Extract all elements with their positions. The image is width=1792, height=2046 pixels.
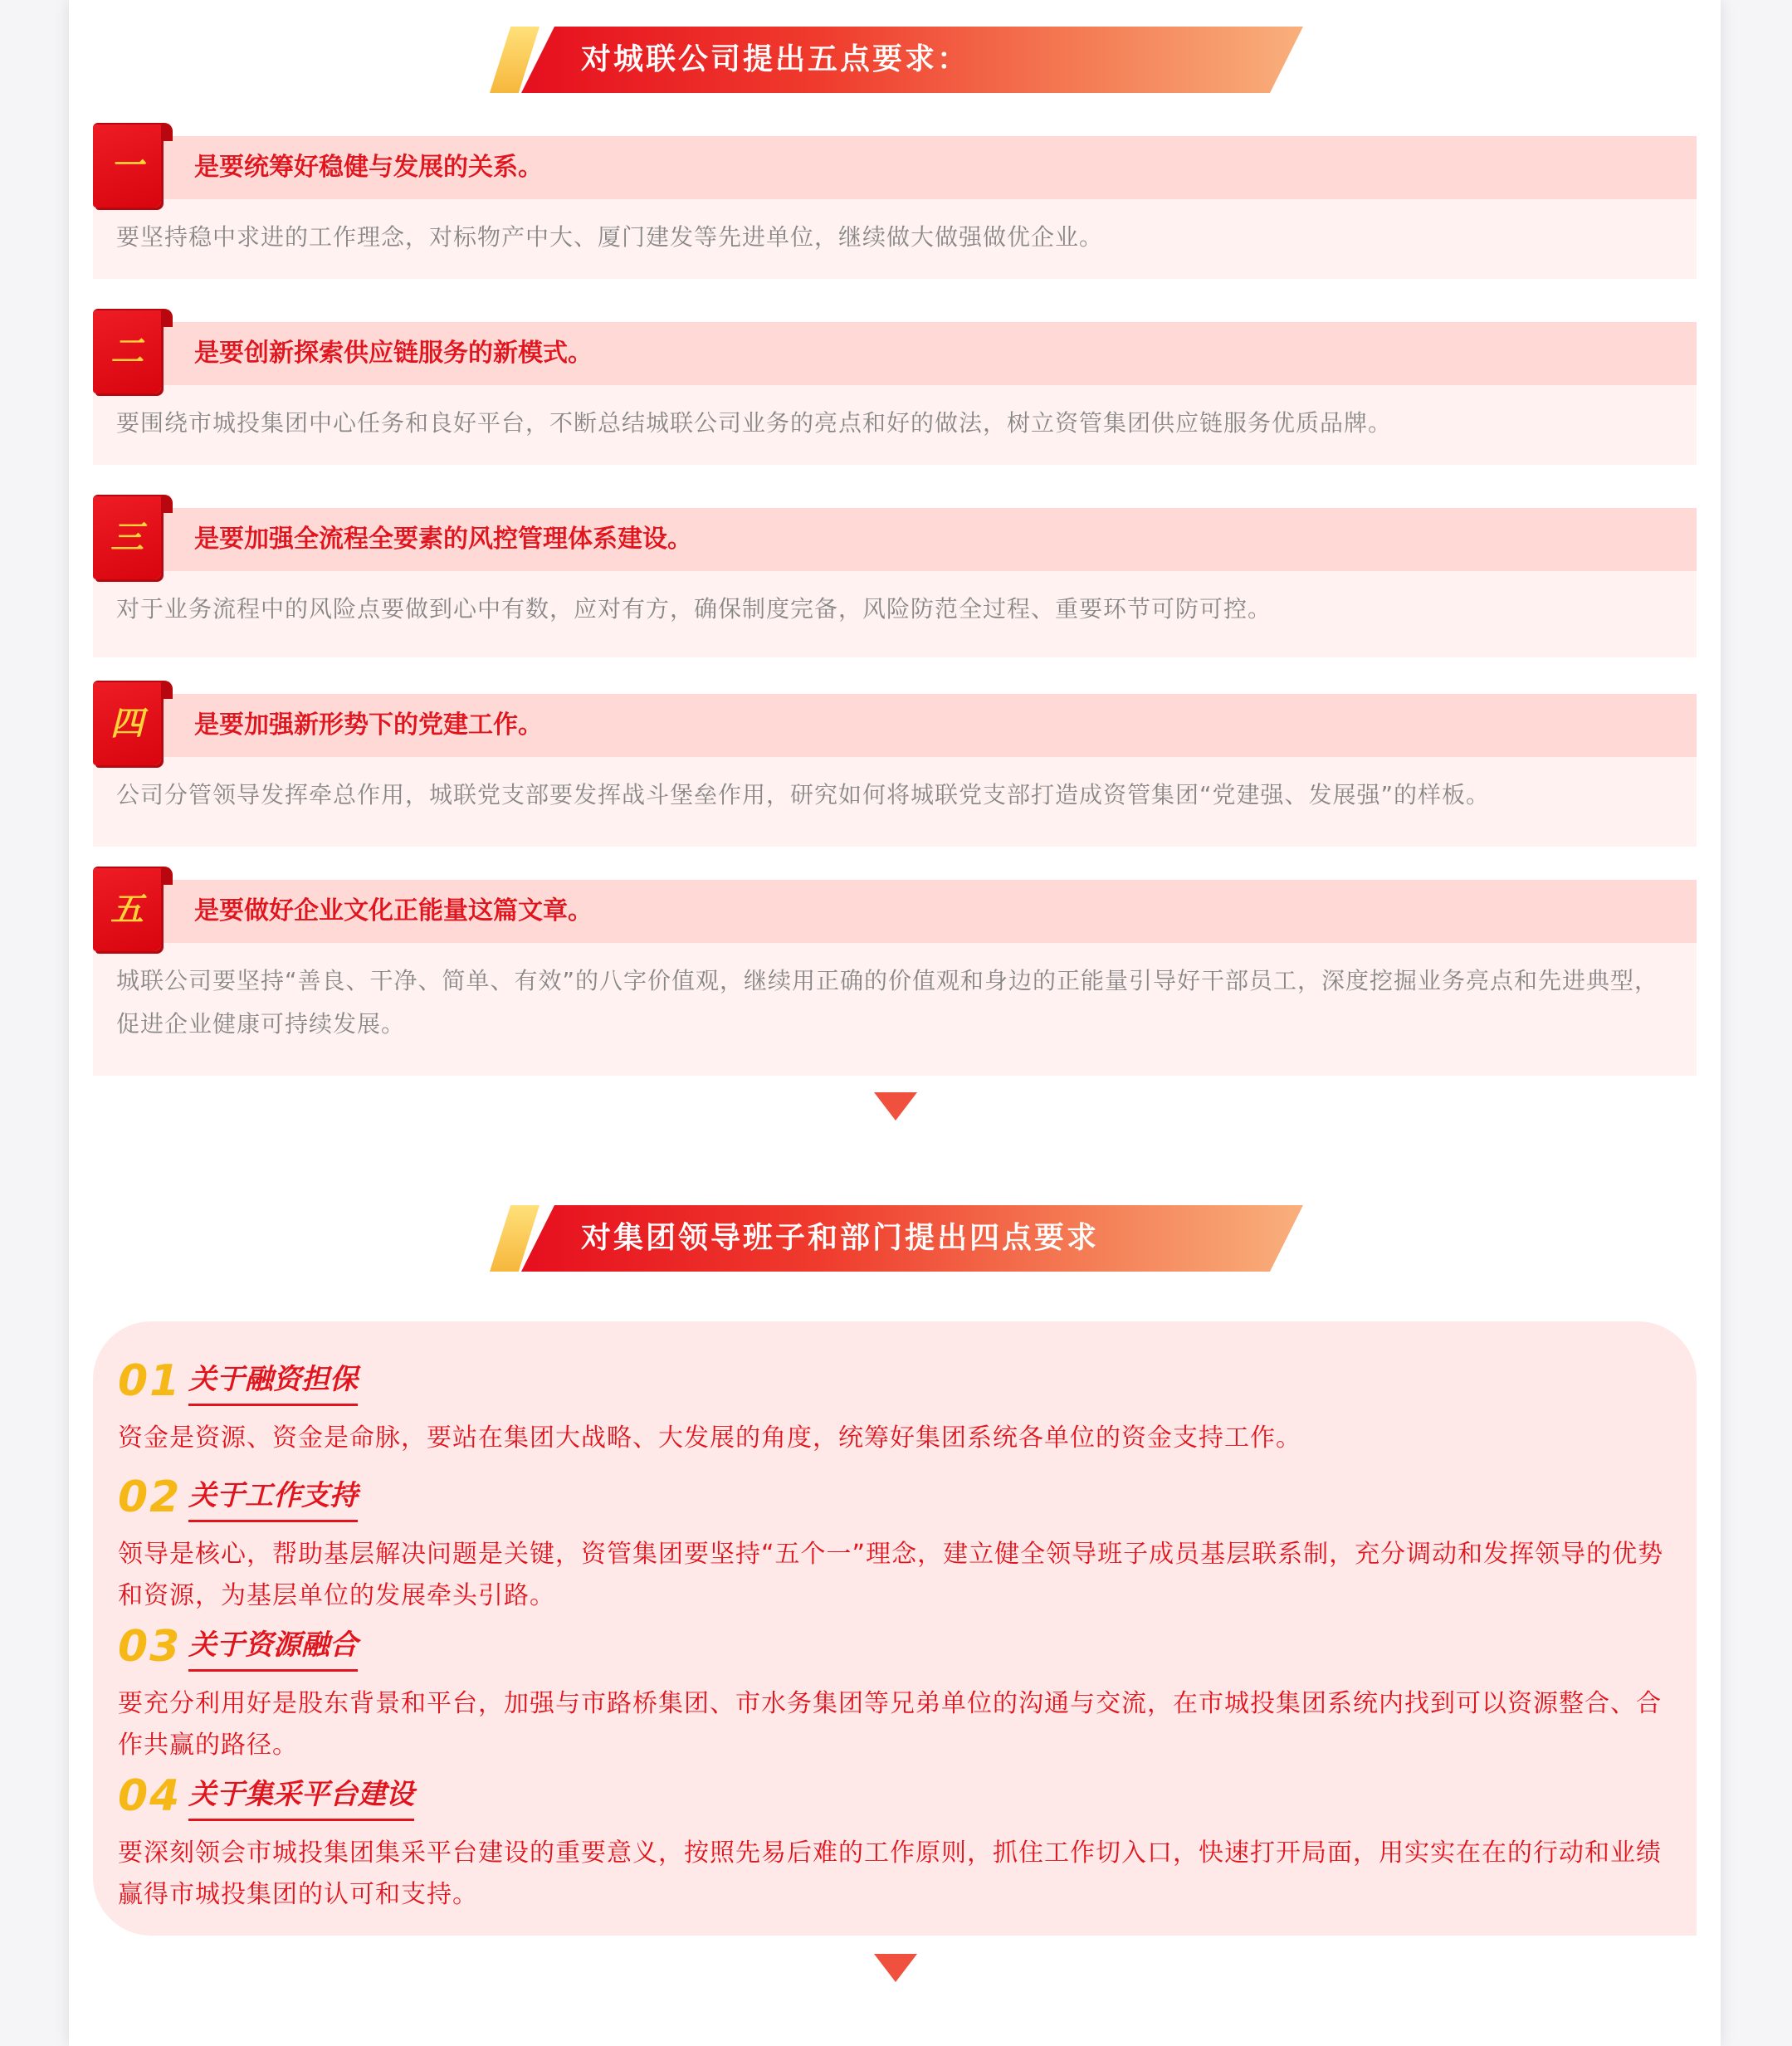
- entry-number: 03: [118, 1622, 182, 1672]
- entry-number: 02: [118, 1472, 182, 1522]
- entry-title: 关于集采平台建设: [188, 1771, 414, 1821]
- badge-numeral: 四: [110, 705, 144, 743]
- item-body: 要坚持稳中求进的工作理念，对标物产中大、厦门建发等先进单位，继续做大做强做优企业。: [93, 199, 1697, 279]
- item-body: 要围绕市城投集团中心任务和良好平台，不断总结城联公司业务的亮点和好的做法，树立资管集团供应链服务优质品牌。: [93, 385, 1697, 465]
- item-body: 公司分管领导发挥牵总作用，城联党支部要发挥战斗堡垒作用，研究如何将城联党支部打造成资管集团“党建强、发展强”的样板。: [93, 757, 1697, 847]
- entry-title: 关于工作支持: [188, 1472, 358, 1522]
- item-headline: 是要加强新形势下的党建工作。: [194, 710, 543, 740]
- section1-title: 对城联公司提出五点要求：: [581, 42, 970, 76]
- entry-text: 资金是资源、资金是命脉，要站在集团大战略、大发展的角度，统筹好集团系统各单位的资金支持工作。: [118, 1423, 1301, 1453]
- badge-numeral: 一: [110, 147, 144, 185]
- entry-text: 要深刻领会市城投集团集采平台建设的重要意义，按照先易后难的工作原则，抓住工作切入口，快速打开局面，用实实在在的行动和业绩赢得市城投集团的认可和支持。: [118, 1838, 1662, 1909]
- item-headline: 是要做好企业文化正能量这篇文章。: [194, 896, 593, 925]
- entry-number: 01: [118, 1356, 182, 1406]
- section1-banner: [490, 27, 1303, 93]
- badge-numeral: 三: [110, 519, 144, 557]
- entry-title: 关于资源融合: [188, 1622, 358, 1672]
- entry-title: 关于融资担保: [188, 1356, 358, 1406]
- item-body: 城联公司要坚持“善良、干净、简单、有效”的八字价值观，继续用正确的价值观和身边的正能量引导好干部员工，深度挖掘业务亮点和先进典型，促进企业健康可持续发展。: [93, 943, 1697, 1076]
- item-headline: 是要加强全流程全要素的风控管理体系建设。: [194, 525, 692, 554]
- item-headline: 是要创新探索供应链服务的新模式。: [194, 339, 593, 368]
- entry-number: 04: [118, 1771, 182, 1821]
- item-headline: 是要统筹好稳健与发展的关系。: [194, 153, 543, 182]
- item-body: 对于业务流程中的风险点要做到心中有数，应对有方，确保制度完备，风险防范全过程、重要环节可防可控。: [93, 571, 1697, 657]
- badge-numeral: 五: [110, 891, 144, 929]
- requirements-panel: [93, 1321, 1697, 1936]
- section2-title: 对集团领导班子和部门提出四点要求: [581, 1221, 1100, 1255]
- section2-banner: [490, 1205, 1303, 1272]
- entry-text: 领导是核心，帮助基层解决问题是关键，资管集团要坚持“五个一”理念，建立健全领导班子成员基层联系制，充分调动和发挥领导的优势和资源，为基层单位的发展牵头引路。: [118, 1540, 1664, 1610]
- badge-numeral: 二: [110, 333, 144, 371]
- entry-text: 要充分利用好是股东背景和平台，加强与市路桥集团、市水务集团等兄弟单位的沟通与交流，在市城投集团系统内找到可以资源整合、合作共赢的路径。: [118, 1689, 1662, 1760]
